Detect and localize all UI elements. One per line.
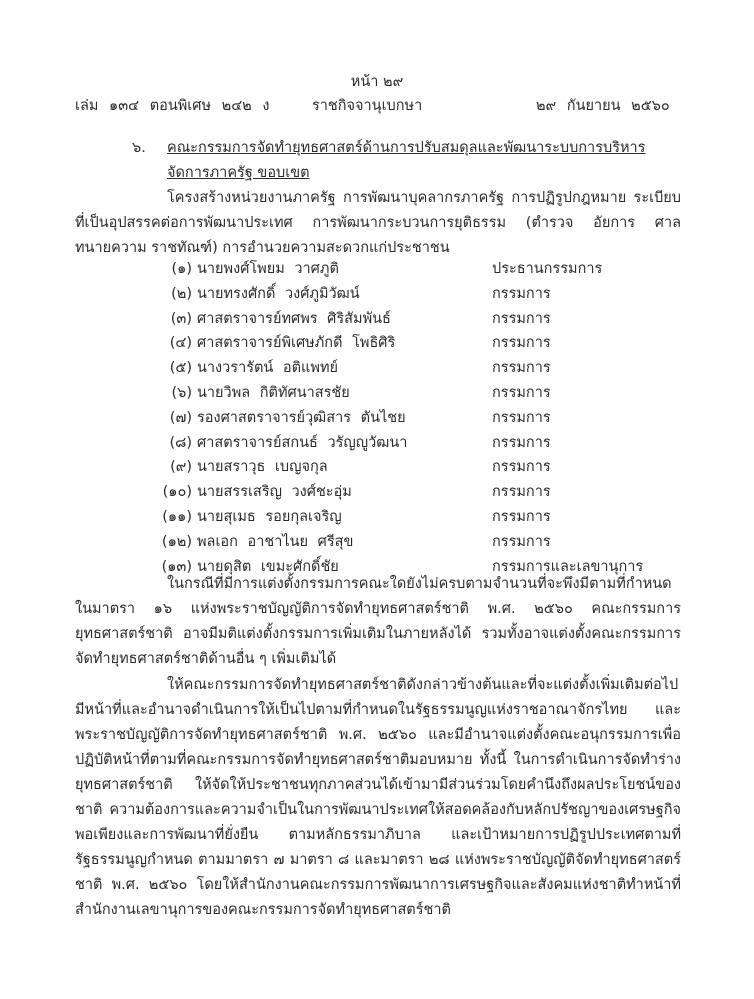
member-row xyxy=(0,381,754,406)
member-row xyxy=(0,282,754,307)
member-name: นางวรารัตน์ อติแพทย์ xyxy=(197,360,339,377)
member-name: นายสราวุธ เบญจกุล xyxy=(197,459,328,476)
member-name: นายสุเมธ รอยกุลเจริญ xyxy=(197,508,342,525)
member-name: พลเอก อาชาไนย ศรีสุข xyxy=(197,533,354,550)
member-number: (๑๓) xyxy=(161,558,192,575)
member-number: (๕) xyxy=(169,360,192,377)
member-number: (๑) xyxy=(171,261,192,277)
member-row xyxy=(0,356,754,381)
member-row xyxy=(0,331,754,356)
member-row xyxy=(0,480,754,505)
section-number: ๖. xyxy=(132,140,146,156)
member-name: รองศาสตราจารย์วุฒิสาร ตันไชย xyxy=(197,409,406,426)
member-role: กรรมการ xyxy=(492,310,551,327)
paragraph-duties-and-powers: ให้คณะกรรมการจัดทำยุทธศาสตร์ชาติดังกล่าวข้างต้นและที่จะแต่งตั้งเพิ่มเติมต่อไป มีหน้าที่และอำนาจดำเนินการให้เป็นไปตามที่กำหนดในรัฐธรรมนูญแห่งราชอาณาจักรไทย และพระราชบัญญัติการจัดทำยุทธศาสตร์ชาติ พ.ศ. ๒๕๖๐ และมีอำนาจแต่งตั้งคณะอนุกรรมการเพื่อปฏิบัติหน้าที่ตามที่คณะกรรมการจัดทำยุทธศาสตร์ชาติมอบหมาย ทั้งนี้ ในการดำเนินการจัดทำร่างยุทธศาสตร์ชาติ ให้จัดให้ประชาชนทุกภาคส่วนได้เข้ามามีส่วนร่วมโดยคำนึงถึงผลประโยชน์ของชาติ ความต้องการและความจำเป็นในการพัฒนาประเทศให้สอดคล้องกับหลักปรัชญาของเศรษฐกิจพอเพียงและการพัฒนาที่ยั่งยืน ตามหลักธรรมาภิบาล และเป้าหมายการปฏิรูปประเทศตามที่รัฐธรรมนูญกำหนด ตามมาตรา ๗ มาตรา ๘ และมาตรา ๒๘ แห่งพระราชบัญญัติจัดทำยุทธศาสตร์ชาติ พ.ศ. ๒๕๖๐ โดยให้สำนักงานคณะกรรมการพัฒนาการเศรษฐกิจและสังคมแห่งชาติทำหน้าที่สำนักงานเลขานุการของคณะกรรมการจัดทำยุทธศาสตร์ชาติ xyxy=(75,677,681,918)
member-number: (๓) xyxy=(170,310,192,327)
volume-issue: เล่ม ๑๓๔ ตอนพิเศษ ๒๔๒ ง xyxy=(75,98,270,114)
member-row xyxy=(0,406,754,431)
page-number: หน้า ๒๙ xyxy=(350,74,404,90)
member-role: กรรมการ xyxy=(492,533,551,550)
member-row xyxy=(0,505,754,530)
member-role: กรรมการ xyxy=(492,384,551,401)
scope-paragraph: โครงสร้างหน่วยงานภาครัฐ การพัฒนาบุคลากรภาครัฐ การปฏิรูปกฎหมาย ระเบียบที่เป็นอุปสรรคต่อการพัฒนาประเทศ การพัฒนากระบวนการยุติธรรม (ตำรวจ อัยการ ศาล ทนายความ ราชทัณฑ์) การอำนวยความสะดวกแก่ประชาชน xyxy=(75,190,681,256)
member-name: นายดุสิต เขมะศักดิ์ชัย xyxy=(197,558,339,575)
member-number: (๒) xyxy=(171,285,192,302)
member-number: (๙) xyxy=(170,459,192,476)
member-row xyxy=(0,307,754,332)
member-number: (๑๒) xyxy=(161,533,192,550)
member-row xyxy=(0,455,754,480)
member-name: นายสรรเสริญ วงศ์ชะอุ่ม xyxy=(197,484,352,501)
member-name: ศาสตราจารย์ทศพร ศิริสัมพันธ์ xyxy=(197,310,391,327)
member-number: (๑๑) xyxy=(162,508,192,525)
member-number: (๗) xyxy=(169,409,192,426)
member-name: นายทรงศักดิ์ วงศ์ภูมิวัฒน์ xyxy=(197,285,360,302)
member-role: กรรมการ xyxy=(492,360,551,377)
member-row xyxy=(0,530,754,555)
publication-name: ราชกิจจานุเบกษา xyxy=(312,98,423,114)
member-role: กรรมการ xyxy=(492,459,551,476)
member-role: ประธานกรรมการ xyxy=(492,261,603,277)
member-number: (๑๐) xyxy=(162,484,192,501)
member-role: กรรมการ xyxy=(492,434,551,451)
member-row xyxy=(0,257,754,282)
member-role: กรรมการ xyxy=(492,335,551,352)
member-role: กรรมการ xyxy=(492,484,551,501)
publication-date: ๒๙ กันยายน ๒๕๖๐ xyxy=(536,98,670,114)
member-role: กรรมการ xyxy=(492,508,551,525)
section-title xyxy=(167,136,687,186)
member-role: กรรมการและเลขานุการ xyxy=(492,558,644,575)
member-name: ศาสตราจารย์พิเศษภักดี โพธิศิริ xyxy=(197,335,396,352)
member-name: นายวิพล กิติทัศนาสรชัย xyxy=(197,384,350,401)
member-number: (๖) xyxy=(171,384,192,401)
member-number: (๔) xyxy=(169,335,192,352)
member-name: นายพงศ์โพยม วาศภูติ xyxy=(197,261,339,277)
member-number: (๘) xyxy=(169,434,192,451)
section-title-text: คณะกรรมการจัดทำยุทธศาสตร์ด้านการปรับสมดุลและพัฒนาระบบการบริหารจัดการภาครัฐ ขอบเขต xyxy=(167,140,646,181)
member-name: ศาสตราจารย์สกนธ์ วรัญญูวัฒนา xyxy=(197,434,408,451)
member-role: กรรมการ xyxy=(492,285,551,302)
member-row xyxy=(0,431,754,456)
member-list xyxy=(0,257,754,579)
paragraph-additional-appointments: ในกรณีที่มีการแต่งตั้งกรรมการคณะใดยังไม่ครบตามจำนวนที่จะพึงมีตามที่กำหนดในมาตรา ๑๖ แห่งพระราชบัญญัติการจัดทำยุทธศาสตร์ชาติ พ.ศ. ๒๕๖๐ คณะกรรมการยุทธศาสตร์ชาติ อาจมีมติแต่งตั้งกรรมการเพิ่มเติมในภายหลังได้ รวมทั้งอาจแต่งตั้งคณะกรรมการจัดทำยุทธศาสตร์ชาติด้านอื่น ๆ เพิ่มเติมได้ xyxy=(75,576,681,667)
member-role: กรรมการ xyxy=(492,409,551,426)
